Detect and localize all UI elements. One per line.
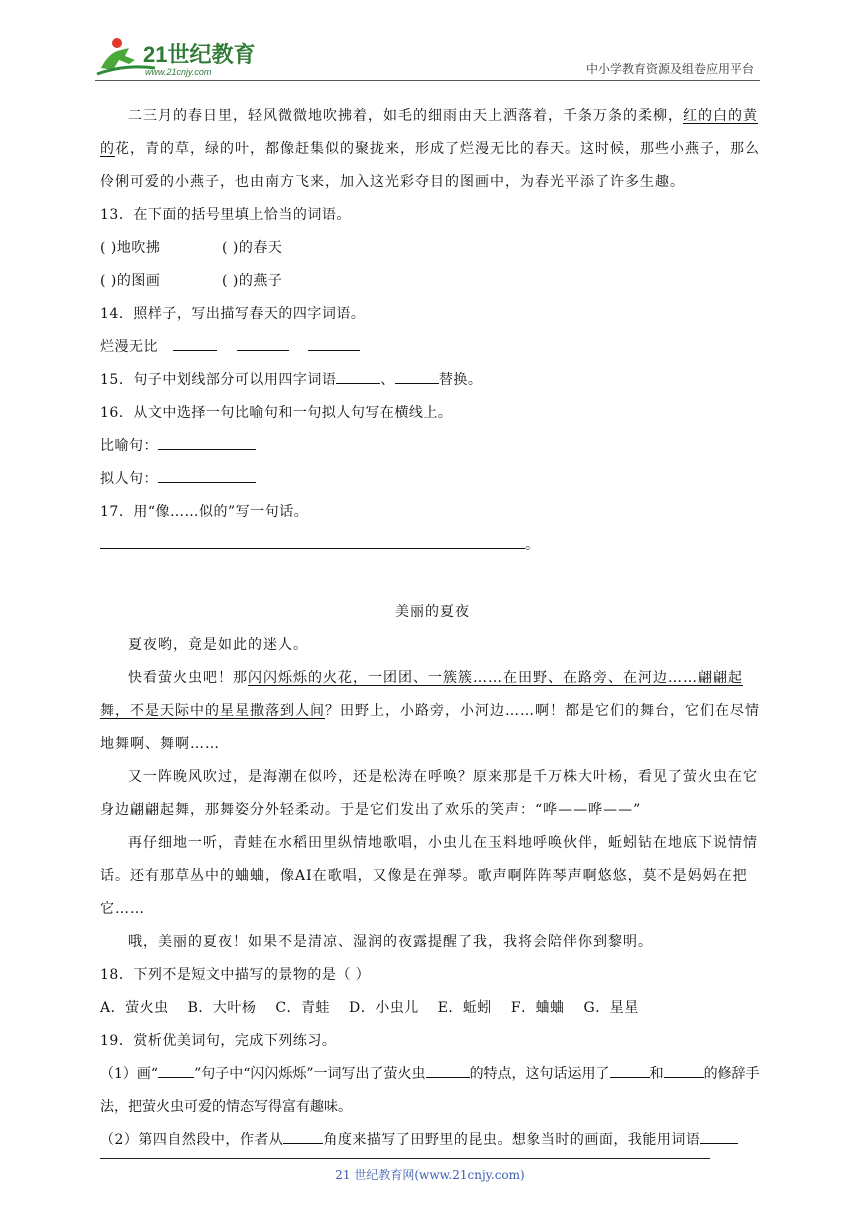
q18-option: F．蛐蛐	[510, 1000, 565, 1016]
q18-option: C．青蛙	[275, 1000, 331, 1016]
q14-blank-1	[173, 334, 217, 351]
logo-icon	[95, 34, 265, 78]
q14-blank-2	[237, 334, 289, 351]
q16-stem: 16．从文中选择一句比喻句和一句拟人句写在横线上。	[100, 405, 453, 421]
q18-option: B．大叶杨	[187, 1000, 257, 1016]
q16-personification-label: 拟人句：	[100, 471, 158, 487]
passage2-p5: 哦，美丽的夏夜！如果不是清凉、湿润的夜露提醒了我，我将会陪伴你到黎明。	[128, 934, 653, 950]
q17-end: 。	[525, 537, 540, 553]
q19-s1-c: 的特点，这句话运用了	[469, 1066, 610, 1082]
q16-simile-row	[100, 430, 765, 463]
q19-blank-1	[158, 1061, 194, 1078]
passage1-text-b: 花，青的草，绿的叶，都像赶集似的聚拢来，形成了烂漫无比的春天。这时候，那些小燕子，那么伶俐可爱的小燕子，也由南方飞来，加入这光彩夺目的图画中，为春光平添了许多生趣。	[100, 141, 760, 190]
q19-sub1	[100, 1058, 765, 1124]
q19-sub2	[100, 1124, 765, 1157]
footer-divider	[100, 1158, 710, 1159]
passage1-paragraph	[100, 100, 765, 199]
q19-stem: 19．赏析优美词句，完成下列练习。	[100, 1033, 337, 1049]
passage2-p2-b: ？田野上，小路旁，小河边……啊！都是它们的舞台，它们在尽情地舞啊、舞啊……	[100, 703, 760, 752]
q14-blank-3	[308, 334, 360, 351]
logo-url: www.21cnjy.com	[145, 67, 212, 77]
logo-text: 21世纪教育	[143, 42, 256, 67]
passage2-p1: 夏夜哟，竟是如此的迷人。	[128, 637, 308, 653]
passage1-text-a: 二三月的春日里，轻风微微地吹拂着，如毛的细雨由天上洒落着，千条万条的柔柳，	[128, 108, 683, 124]
passage2-p2	[100, 662, 765, 761]
q19-blank-6	[700, 1127, 738, 1144]
q15-text-b: 替换。	[438, 372, 483, 388]
q19-s1-d: 和	[649, 1066, 664, 1082]
platform-name: 中小学教育资源及组卷应用平台	[585, 62, 754, 76]
q19-s1-b: ”句子中“闪闪烁烁”一词写出了萤火虫	[194, 1066, 426, 1082]
q19-blank-2	[426, 1061, 470, 1078]
q14-answer-row	[100, 331, 765, 364]
q13-blank-3: ( )的图画	[100, 273, 161, 289]
q19-blank-3	[610, 1061, 650, 1078]
q19-s2-a: （2）第四自然段中，作者从	[100, 1132, 284, 1148]
page-header	[95, 32, 760, 81]
q15-blank-2	[395, 367, 439, 384]
q17-blank	[100, 534, 525, 549]
passage2-title: 美丽的夏夜	[395, 604, 470, 620]
q14-stem: 14．照样子，写出描写春天的四字词语。	[100, 306, 366, 322]
q13-blank-1: ( )地吹拂	[100, 240, 161, 256]
q19-blank-4	[664, 1061, 704, 1078]
q18-option: D．小虫儿	[349, 1000, 419, 1016]
q19-s2-b: 角度来描写了田野里的昆虫。想象当时的画面，我能用词语	[323, 1132, 701, 1148]
q19-s1-e: 的修辞手法，把萤火虫可爱的情态写得富有趣味。	[100, 1066, 760, 1115]
passage1-underlined: 红的白的黄的	[100, 108, 758, 157]
q17-answer-row	[100, 529, 765, 562]
footer-text: 21 世纪教育网(www.21cnjy.com)	[335, 1168, 525, 1182]
q18-stem: 18．下列不是短文中描写的景物的是（ ）	[100, 967, 371, 983]
q19-blank-5	[283, 1127, 323, 1144]
q13-row1	[100, 232, 765, 265]
q16-personification-row	[100, 463, 765, 496]
q15-sep: 、	[380, 372, 395, 388]
q15-row	[100, 364, 765, 397]
q18-option: A．萤火虫	[100, 1000, 169, 1016]
q13-stem: 13．在下面的括号里填上恰当的词语。	[100, 207, 351, 223]
q13-row2	[100, 265, 765, 298]
q15-blank-1	[336, 367, 380, 384]
document-body	[100, 100, 765, 1157]
q14-example: 烂漫无比	[100, 339, 158, 355]
passage2-p2-underlined: 闪闪烁烁的火花，一团团、一簇簇……在田野、在路旁、在河边……翩翩起舞，不是天际中的星星撒落到人间	[100, 670, 743, 719]
q18-option: E．蚯蚓	[437, 1000, 492, 1016]
q19-s1-a: （1）画“	[100, 1066, 159, 1082]
q17-stem: 17．用“像……似的”写一句话。	[100, 504, 309, 520]
q18-options	[100, 992, 765, 1025]
q13-blank-4: ( )的燕子	[222, 273, 283, 289]
passage2-p3: 又一阵晚风吹过，是海潮在似吟，还是松涛在呼唤？原来那是千万株大叶杨，看见了萤火虫在它身边翩翩起舞，那舞姿分外轻柔动。于是它们发出了欢乐的笑声：“哗——哗——”	[100, 769, 758, 818]
q16-simile-label: 比喻句：	[100, 438, 158, 454]
q16-personification-blank	[158, 466, 256, 483]
passage2-p2-a: 快看萤火虫吧！那	[128, 670, 248, 686]
q15-text-a: 15．句子中划线部分可以用四字词语	[100, 372, 337, 388]
q18-option: G．星星	[583, 1000, 639, 1016]
q16-simile-blank	[158, 433, 256, 450]
q13-blank-2: ( )的春天	[222, 240, 283, 256]
passage2-p4: 再仔细地一听，青蛙在水稻田里纵情地歌唱，小虫儿在玉料地呼唤伙伴，蚯蚓钻在地底下说情情话。还有那草丛中的蛐蛐，像AI在歌唱，又像是在弹琴。歌声啊阵阵琴声啊悠悠，莫不是妈妈在把它……	[100, 835, 758, 917]
